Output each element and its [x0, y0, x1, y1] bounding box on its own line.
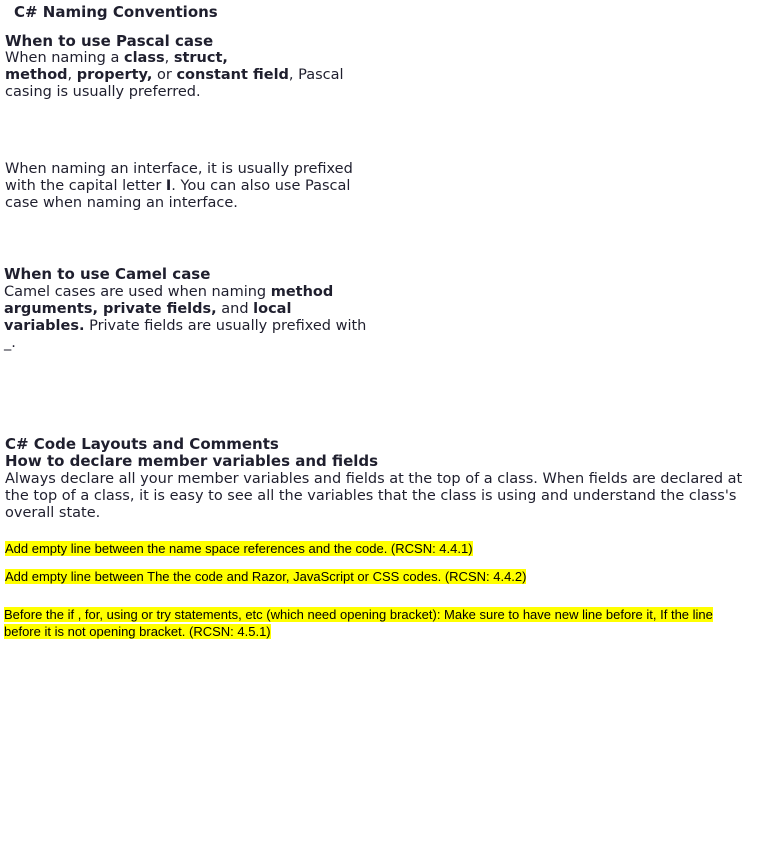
- camel-case-heading: When to use Camel case: [4, 265, 211, 283]
- pascal-case-paragraph: When naming a class, struct, method, property, or constant field, Pascal casing is usually preferred.: [5, 50, 344, 100]
- member-variables-paragraph: Always declare all your member variables and fields at the top of a class. When fields are declared at the top of a class, it is easy to see all the variables that the class is using and understand the class's overall state.: [5, 471, 743, 521]
- member-variables-heading: How to declare member variables and fields: [5, 452, 379, 470]
- rule-4-5-1: Before the if , for, using or try statements, etc (which need opening bracket): Make sure to have new line before it, If the line before it is not opening bracket. (RCSN: 4.5.1): [4, 607, 713, 639]
- rule-4-4-2: Add empty line between The the code and Razor, JavaScript or CSS codes. (RCSN: 4.4.2): [5, 569, 527, 584]
- interface-naming-paragraph: When naming an interface, it is usually prefixed with the capital letter I. You can also use Pascal case when naming an interface.: [5, 161, 353, 211]
- pascal-case-heading: When to use Pascal case: [5, 32, 214, 50]
- code-layouts-heading: C# Code Layouts and Comments: [5, 435, 279, 453]
- camel-case-paragraph: Camel cases are used when naming method arguments, private fields, and local variables. Private fields are usually prefixed with _.: [4, 284, 367, 351]
- page-title: C# Naming Conventions: [14, 3, 218, 21]
- rule-4-4-1: Add empty line between the name space references and the code. (RCSN: 4.4.1): [5, 541, 473, 556]
